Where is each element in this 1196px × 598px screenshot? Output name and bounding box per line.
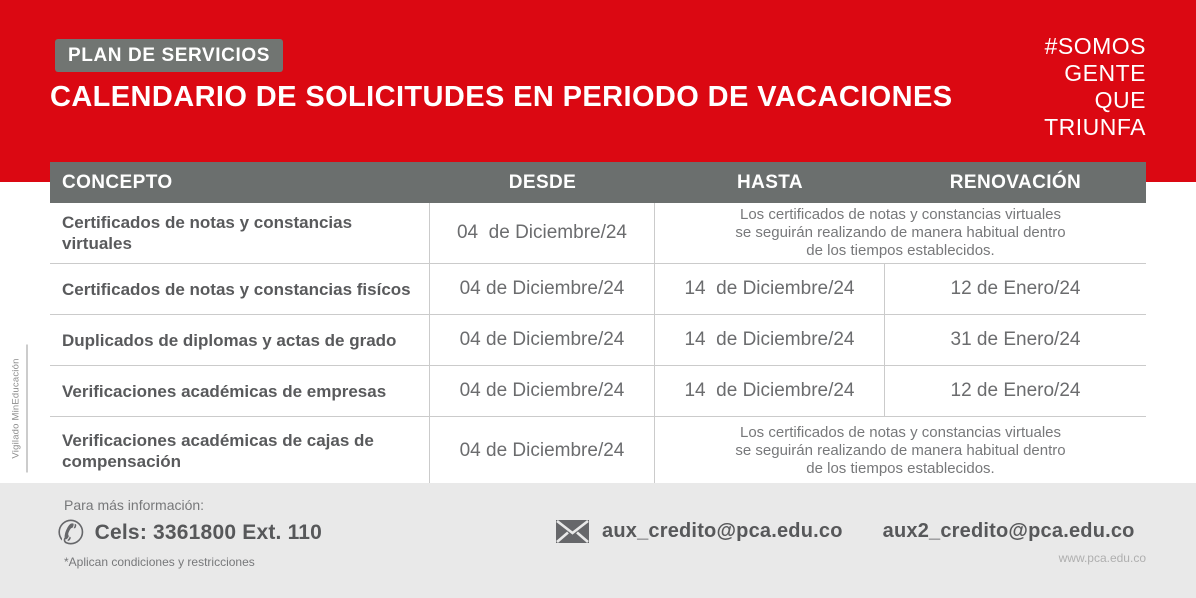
cell-hasta: 14 de Diciembre/24 <box>655 264 885 314</box>
cell-renovacion: 12 de Enero/24 <box>950 380 1081 401</box>
disclaimer: *Aplican condiciones y restricciones <box>64 555 255 569</box>
cell-desde: 04 de Diciembre/24 <box>430 315 655 365</box>
cell-concepto: Duplicados de diplomas y actas de grado <box>50 315 430 365</box>
phone-row <box>57 516 322 549</box>
info-label: Para más información: <box>64 497 205 513</box>
envelope-icon <box>556 520 589 543</box>
note-line: Los certificados de notas y constancias virtuales <box>740 424 1061 441</box>
page-title: CALENDARIO DE SOLICITUDES EN PERIODO DE VACACIONES <box>50 81 953 113</box>
note-line: Los certificados de notas y constancias virtuales <box>740 206 1061 223</box>
note-line: se seguirán realizando de manera habitual dentro <box>735 442 1066 459</box>
slogan-line: TRIUNFA <box>1044 114 1146 140</box>
website-link: www.pca.edu.co <box>1058 551 1146 565</box>
cell-concepto: Verificaciones académicas de empresas <box>50 366 430 416</box>
vigilado-label: Vigilado MinEducación <box>11 345 28 473</box>
cell-hasta: 14 de Diciembre/24 <box>655 315 885 365</box>
cell-concepto: Certificados de notas y constancias virtuales <box>50 203 430 263</box>
table-row <box>50 203 1146 264</box>
span-note <box>655 417 1146 485</box>
cell-renovacion: 31 de Enero/24 <box>950 329 1081 350</box>
phone-number: Cels: 3361800 Ext. 110 <box>94 520 323 544</box>
cell-concepto: Verificaciones académicas de cajas de compensación <box>50 417 430 485</box>
note-line: de los tiempos establecidos. <box>806 460 995 477</box>
email-row <box>556 520 1135 543</box>
table-row <box>50 366 1146 417</box>
col-header-concepto: CONCEPTO <box>62 171 173 193</box>
schedule-table <box>50 162 1146 485</box>
span-note <box>655 203 1146 263</box>
note-line: de los tiempos establecidos. <box>806 242 995 259</box>
cell-desde: 04 de Diciembre/24 <box>430 366 655 416</box>
plan-badge: PLAN DE SERVICIOS <box>55 39 283 72</box>
slogan <box>1044 33 1146 141</box>
table-row <box>50 417 1146 485</box>
email-primary: aux_credito@pca.edu.co <box>602 520 843 542</box>
col-header-renovacion: RENOVACIÓN <box>949 171 1082 193</box>
slogan-line: #SOMOS <box>1044 33 1146 59</box>
cell-concepto: Certificados de notas y constancias fisícos <box>50 264 430 314</box>
note-line: se seguirán realizando de manera habitual dentro <box>735 224 1066 241</box>
footer <box>0 483 1196 598</box>
slogan-line: GENTE <box>1064 60 1146 86</box>
cell-desde: 04 de Diciembre/24 <box>430 203 655 263</box>
email-secondary: aux2_credito@pca.edu.co <box>882 520 1135 542</box>
phone-icon: ✆ <box>57 514 85 551</box>
col-header-hasta: HASTA <box>736 171 804 193</box>
slogan-line: QUE <box>1094 87 1146 113</box>
cell-desde: 04 de Diciembre/24 <box>430 417 655 485</box>
cell-renovacion: 12 de Enero/24 <box>950 278 1081 299</box>
table-row <box>50 264 1146 315</box>
cell-desde: 04 de Diciembre/24 <box>430 264 655 314</box>
header-banner <box>0 0 1196 182</box>
table-header-row <box>50 162 1146 203</box>
col-header-desde: DESDE <box>508 171 577 193</box>
table-row <box>50 315 1146 366</box>
cell-hasta: 14 de Diciembre/24 <box>655 366 885 416</box>
